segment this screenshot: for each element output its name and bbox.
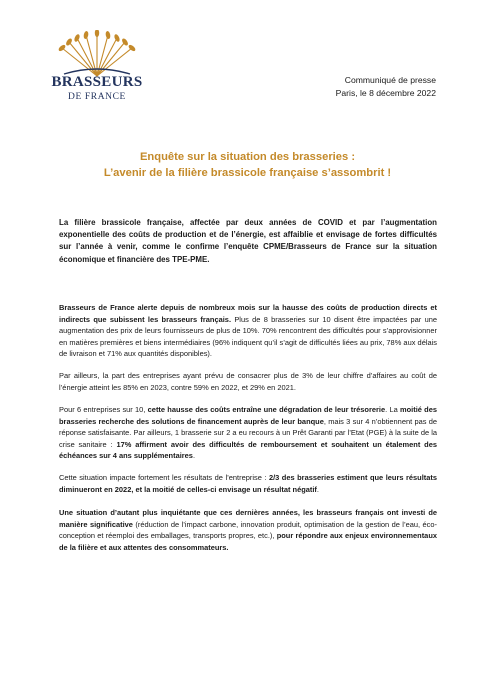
results-bold-b: 2/3 des brasseries estiment que leurs résultats diminueront en 2022, et la moitié de celles-ci envisage un résultat négatif [59,473,438,494]
intro-paragraph: La filière brassicole française, affectée par deux années de COVID et par l’augmentation exponentielle des coûts de production et de l’énergie, est affaiblie et envisage de fortes difficultés sur l’année à venir, comme le confirme l’enquête CPME/Brasseurs de France sur la situation économique et financière des TPE-PME. [59,218,437,264]
treasury-bold-b: cette hausse des coûts entraîne une dégradation de leur trésorerie [147,405,386,414]
paragraph-costs-bold: Brasseurs de France alerte depuis de nombreux mois sur la hausse des coûts de production directs et indirects que subissent les brasseurs français. [59,303,437,324]
press-release-label: Communiqué de presse [344,75,436,85]
paragraph-costs-text: Plus de 8 brasseries sur 10 disent être impactées par une augmentation des prix de leurs fournisseurs de plus de 10%. 70% rencontrent des difficultés pour s’approvisionner en matières premières et biens intermédiaires (96% indiquent qu’il s’agit de difficultés liées au prix, 78% aux délais de livraison et 71% aux quantités disponibles). [59,314,437,359]
paragraph-treasury [59,404,437,462]
wheat-ears-emblem [42,30,152,78]
treasury-text-a: Pour 6 entreprises sur 10, [59,405,148,414]
treasury-bold-d: moitié des brasseries recherche des solutions de financement auprès de leur banque [59,405,437,426]
paragraph-energy: Par ailleurs, la part des entreprises ayant prévu de consacrer plus de 3% de leur chiffre d’affaires au coût de l’énergie atteint les 85% en 2023, contre 59% en 2022, et 29% en 2021. [59,371,437,392]
results-text-c: . [316,484,319,494]
investment-bold-c: pour répondre aux enjeux environnementaux de la filière et aux attentes des consommateurs. [59,531,437,552]
paragraph-costs [59,302,437,360]
title-line-2: L’avenir de la filière brassicole française s’assombrit ! [103,167,392,179]
results-text-a: Cette situation impacte fortement les résultats de l’entreprise : [59,473,269,482]
paragraph-investment [59,507,437,553]
treasury-bold-f: 17% affirment avoir des difficultés de remboursement et souhaitent un étalement des échéances sur 4 ans supplémentaires [59,439,437,461]
brasseurs-de-france-logo [42,30,152,110]
press-header [336,74,436,100]
treasury-text-c: . La [385,405,400,414]
treasury-text-g: . [192,451,196,461]
logo-text-brasseurs: BRASSEURS [51,74,143,90]
document-title [40,149,455,181]
paragraph-results [59,472,437,495]
press-date: Paris, le 8 décembre 2022 [335,88,436,98]
investment-text-b: (réduction de l’impact carbone, innovation produit, optimisation de la gestion de l’eau, éco-conception et réemploi des emballages, transports propres, etc.), [59,519,437,541]
title-line-1: Enquête sur la situation des brasseries : [139,151,356,163]
investment-bold-a: Une situation d’autant plus inquiétante que ces dernières années, les brasseurs français ont investi de manière significative [59,508,437,529]
logo-text-de-france: DE FRANCE [68,92,126,102]
treasury-text-e: , mais 3 sur 4 n’obtiennent pas de réponse satisfaisante. Par ailleurs, 1 brasserie sur 2 a eu recours à un Prêt Garanti par l’Etat (PGE) à la suite de la crise sanitaire : [59,416,437,449]
